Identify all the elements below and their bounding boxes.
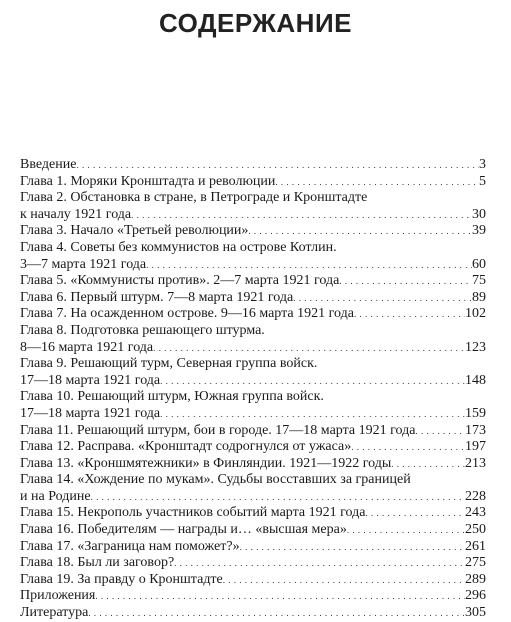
toc-entry-text: Приложения (20, 588, 96, 604)
toc-entry-text: 8—16 марта 1921 года (20, 339, 154, 355)
toc-page-number: 148 (465, 372, 486, 388)
toc-line (20, 505, 486, 522)
toc-line (20, 207, 486, 224)
dot-leader (160, 406, 465, 423)
toc-entry-text: Глава 19. За правду о Кронштадте (20, 571, 223, 587)
toc-line (20, 174, 486, 191)
toc-page-number: 213 (465, 455, 486, 471)
toc-line (20, 605, 486, 622)
toc-line (20, 456, 486, 473)
toc-line (20, 240, 486, 257)
toc-line (20, 306, 486, 323)
toc-page-number: 39 (472, 223, 486, 239)
dot-leader (153, 340, 465, 357)
dot-leader (91, 489, 465, 506)
toc-page-number: 89 (472, 289, 486, 305)
toc-line (20, 423, 486, 440)
toc-page-number: 173 (465, 422, 486, 438)
dot-leader (160, 373, 465, 390)
toc-page-number: 296 (465, 588, 486, 604)
toc-line (20, 539, 486, 556)
toc-page-number: 102 (465, 306, 486, 322)
dot-leader (223, 572, 465, 589)
toc-line (20, 489, 486, 506)
table-of-contents (20, 157, 486, 622)
toc-entry-text: Глава 1. Моряки Кронштадта и революции (20, 173, 276, 189)
dot-leader (146, 257, 472, 274)
toc-page-number: 289 (465, 571, 486, 587)
toc-line (20, 290, 486, 307)
toc-entry-text: Глава 10. Решающий штурм, Южная группа войск. (20, 389, 324, 405)
toc-entry-text: 17—18 марта 1921 года (20, 372, 161, 388)
dot-leader (351, 439, 465, 456)
toc-entry-text: Глава 5. «Коммунисты против». 2—7 марта 1921 года (20, 273, 340, 289)
toc-page-number: 305 (465, 605, 486, 621)
toc-page-number: 123 (465, 339, 486, 355)
toc-entry-text: Глава 17. «Заграница нам поможет?» (20, 538, 240, 554)
toc-entry-text: Глава 2. Обстановка в стране, в Петрограде и Кронштадте (20, 190, 368, 206)
dot-leader (339, 273, 472, 290)
toc-line (20, 273, 486, 290)
toc-entry-text: Литература (20, 605, 89, 621)
dot-leader (415, 423, 465, 440)
toc-line (20, 190, 486, 207)
toc-entry-text: Глава 16. Победителям — награды и… «высшая мера» (20, 522, 347, 538)
toc-page-number: 197 (465, 439, 486, 455)
toc-line (20, 340, 486, 357)
toc-line (20, 157, 486, 174)
toc-entry-text: 3—7 марта 1921 года (20, 256, 147, 272)
toc-line (20, 257, 486, 274)
toc-line (20, 373, 486, 390)
dot-leader (275, 174, 479, 191)
toc-entry-text: Глава 15. Некрополь участников событий марта 1921 года (20, 505, 366, 521)
toc-entry-text: Глава 14. «Хождение по мукам». Судьбы восставших за границей (20, 472, 411, 488)
toc-line (20, 223, 486, 240)
dot-leader (365, 505, 465, 522)
dot-leader (174, 555, 465, 572)
toc-page-number: 250 (465, 522, 486, 538)
dot-leader (293, 290, 472, 307)
page-title: СОДЕРЖАНИЕ (159, 8, 352, 38)
dot-leader (88, 605, 465, 622)
dot-leader (391, 456, 465, 473)
toc-page-number: 30 (472, 206, 486, 222)
toc-entry-text: Глава 11. Решающий штурм, бои в городе. 17—18 марта 1921 года (20, 422, 416, 438)
toc-line (20, 572, 486, 589)
toc-line (20, 555, 486, 572)
toc-line (20, 472, 486, 489)
toc-entry-text: к началу 1921 года (20, 206, 132, 222)
toc-entry-text: Глава 9. Решающий турм, Северная группа войск. (20, 356, 318, 372)
toc-entry-text: Глава 7. На осажденном острове. 9—16 марта 1921 года (20, 306, 354, 322)
toc-page-number: 60 (472, 256, 486, 272)
toc-page-number: 3 (479, 157, 486, 172)
toc-page-number: 228 (465, 488, 486, 504)
toc-line (20, 389, 486, 406)
toc-entry-text: Глава 18. Был ли заговор? (20, 555, 175, 571)
toc-line (20, 356, 486, 373)
toc-entry-text: Глава 8. Подготовка решающего штурма. (20, 322, 265, 338)
dot-leader (95, 588, 465, 605)
toc-entry-text: Глава 12. Расправа. «Кронштадт содрогнулся от ужаса» (20, 439, 352, 455)
dot-leader (76, 157, 479, 174)
toc-line (20, 588, 486, 605)
toc-page-number: 261 (465, 538, 486, 554)
toc-entry-text: Введение (20, 157, 77, 172)
dot-leader (347, 522, 465, 539)
toc-line (20, 522, 486, 539)
toc-page-number: 5 (479, 173, 486, 189)
toc-entry-text: и на Родине (20, 488, 91, 504)
toc-entry-text: Глава 13. «Кроншмятежники» в Финляндии. 1921—1922 годы (20, 455, 392, 471)
dot-leader (354, 306, 465, 323)
toc-entry-text: Глава 4. Советы без коммунистов на острове Котлин. (20, 239, 337, 255)
toc-entry-text: Глава 3. Начало «Третьей революции» (20, 223, 249, 239)
toc-line (20, 323, 486, 340)
toc-page-number: 75 (472, 273, 486, 289)
toc-entry-text: 17—18 марта 1921 года (20, 405, 161, 421)
toc-line (20, 439, 486, 456)
dot-leader (240, 539, 465, 556)
toc-page-number: 275 (465, 555, 486, 571)
toc-page-number: 159 (465, 405, 486, 421)
toc-line (20, 406, 486, 423)
toc-page-number: 243 (465, 505, 486, 521)
dot-leader (248, 223, 472, 240)
toc-entry-text: Глава 6. Первый штурм. 7—8 марта 1921 года (20, 289, 294, 305)
dot-leader (131, 207, 472, 224)
